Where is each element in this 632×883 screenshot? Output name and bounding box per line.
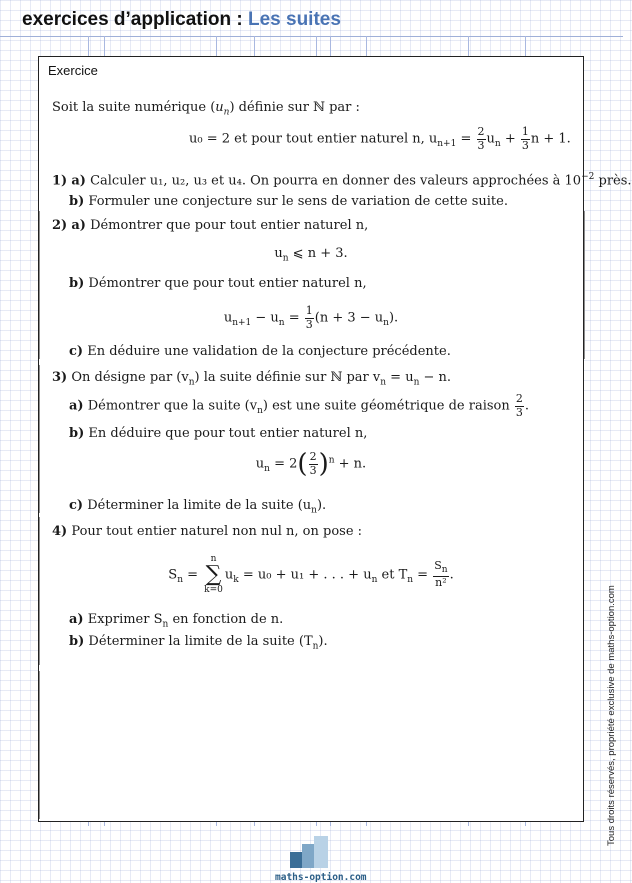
q2a-formula: $u_n$ ⩽ n + 3. xyxy=(274,246,348,264)
copyright-notice: Tous droits réservés, propriété exclusive de maths-option.com xyxy=(606,585,617,846)
q3b-line: b) En déduire que pour tout entier naturel n, xyxy=(69,426,368,441)
q4a-line: a) Exprimer $S_n$ en fonction de n. xyxy=(69,612,284,630)
section-q4 xyxy=(39,517,583,665)
header-rule xyxy=(0,36,623,37)
q1a-line: 1) a) Calculer u₁, u₂, u₃ et u₄. On pourra en donner des valeurs approchées à $10^{-2}$ près. xyxy=(52,172,632,189)
brand-name: maths-option.com xyxy=(275,872,367,883)
q3-intro: 3) On désigne par $(v_n)$ la suite définie sur ℕ par $v_n = u_n - n$. xyxy=(52,370,452,388)
q3a-line: a) Démontrer que la suite $(v_n)$ est une suite géométrique de raison $\frac{2}{3}$ . xyxy=(69,392,530,419)
q2b-formula: $u_{n+1} - u_n$ = $\frac{1}{3}$ $(n + 3 - u_n)$. xyxy=(223,304,399,331)
q1b-line: b) Formuler une conjecture sur le sens de variation de cette suite. xyxy=(69,194,508,209)
q3c-line: c) Déterminer la limite de la suite $(u_n)$. xyxy=(69,498,327,516)
maths-option-logo-icon xyxy=(288,836,330,870)
section-q3 xyxy=(39,365,583,516)
q3b-formula: $u_n = 2$( $\frac{2}{3}$ )$^n$ + n. xyxy=(255,449,367,480)
q4-formula: $S_n = n$ ∑ $k=0u_k = u_0 + u_1$ + . . . + $u_n$ et $T_n$ = $\frac{S_n}{\text{n²}}$ . xyxy=(168,554,454,595)
section-intro-q1 xyxy=(39,93,632,213)
exercise-label: Exercice xyxy=(48,63,98,78)
q4b-line: b) Déterminer la limite de la suite $(T_n)$. xyxy=(69,634,328,652)
page-topic: Les suites xyxy=(247,9,341,30)
section-blank xyxy=(39,671,583,819)
q4-intro: 4) Pour tout entier naturel non nul n, on pose : xyxy=(52,524,363,539)
intro-line: Soit la suite numérique $(u_n)$ définie sur ℕ par : xyxy=(52,100,360,118)
intro-formula: u₀ = 2 et pour tout entier naturel n, $u_{n+1}$ = $\frac{2}{3}$ $u_n$ + $\frac{1}{3}$ n + 1. xyxy=(189,125,571,152)
section-q2 xyxy=(39,211,583,359)
q2a-line: 2) a) Démontrer que pour tout entier naturel n, xyxy=(52,218,369,233)
q2c-line: c) En déduire une validation de la conjecture précédente. xyxy=(69,344,451,359)
page-title: exercices d’application : Les suites xyxy=(22,9,341,30)
q2b-line: b) Démontrer que pour tout entier naturel n, xyxy=(69,276,367,291)
